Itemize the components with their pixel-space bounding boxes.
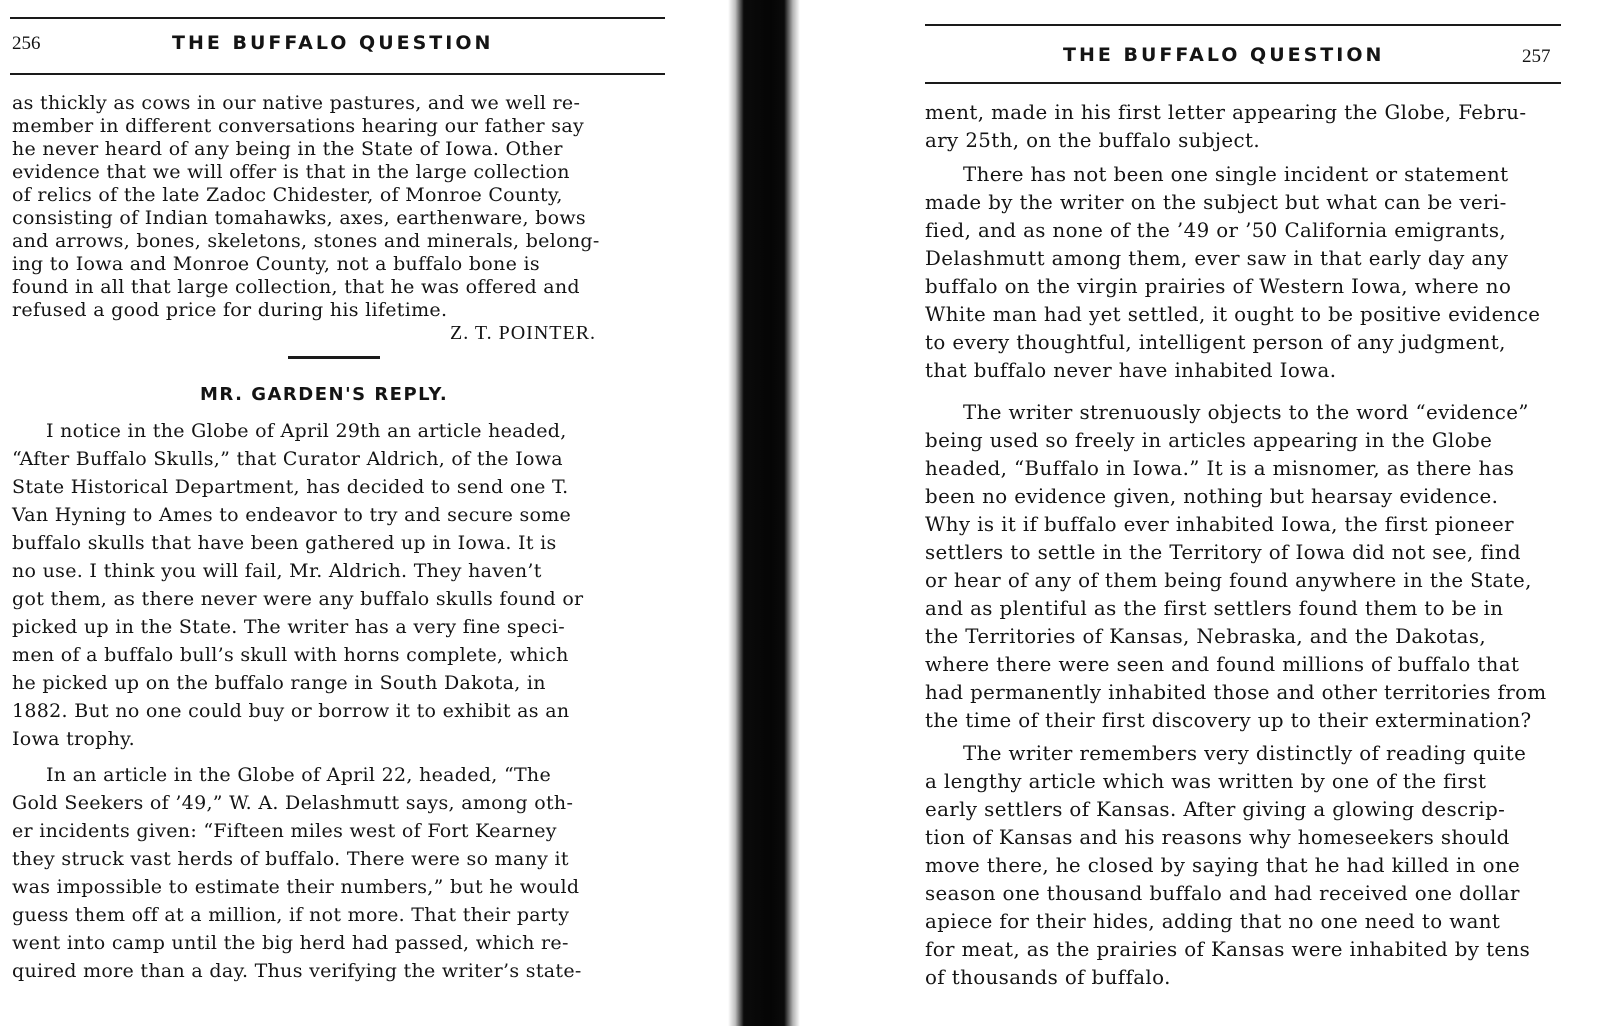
text-line: the Territories of Kansas, Nebraska, and the Dakotas, <box>925 625 1487 648</box>
page-number: 257 <box>1522 46 1551 67</box>
text-line: ary 25th, on the buffalo subject. <box>925 129 1261 152</box>
text-line: they struck vast herds of buffalo. There were so many it <box>12 848 569 870</box>
top-rule <box>10 17 665 19</box>
text-line: to every thoughtful, intelligent person of any judgment, <box>925 331 1506 354</box>
text-line: settlers to settle in the Territory of Iowa did not see, find <box>925 541 1521 564</box>
text-line: made by the writer on the subject but what can be veri- <box>925 191 1507 214</box>
text-line: There has not been one single incident or statement <box>963 163 1509 186</box>
text-line: that buffalo never have inhabited Iowa. <box>925 359 1337 382</box>
text-line: picked up in the State. The writer has a very fine speci- <box>12 616 565 638</box>
text-line: season one thousand buffalo and had received one dollar <box>925 882 1520 905</box>
page-number: 256 <box>12 33 41 54</box>
text-line: ing to Iowa and Monroe County, not a buffalo bone is <box>12 253 540 275</box>
text-line: Gold Seekers of ’49,” W. A. Delashmutt says, among oth- <box>12 792 574 814</box>
text-line: was impossible to estimate their numbers,” but he would <box>12 876 580 898</box>
text-line: In an article in the Globe of April 22, headed, “The <box>46 764 552 786</box>
text-line: buffalo skulls that have been gathered up in Iowa. It is <box>12 532 557 554</box>
text-line: The writer strenuously objects to the word “evidence” <box>963 401 1529 424</box>
text-line: got them, as there never were any buffalo skulls found or <box>12 588 584 610</box>
text-line: I notice in the Globe of April 29th an article headed, <box>46 420 567 442</box>
text-line: apiece for their hides, adding that no one need to want <box>925 910 1501 933</box>
text-line: “After Buffalo Skulls,” that Curator Aldrich, of the Iowa <box>12 448 563 470</box>
text-line: the time of their first discovery up to their extermination? <box>925 709 1532 732</box>
text-line: being used so freely in articles appearing in the Globe <box>925 429 1493 452</box>
text-line: he picked up on the buffalo range in South Dakota, in <box>12 672 546 694</box>
header-rule <box>10 73 665 75</box>
text-line: went into camp until the big herd had passed, which re- <box>12 932 569 954</box>
text-line: consisting of Indian tomahawks, axes, earthenware, bows <box>12 207 586 229</box>
text-line: move there, he closed by saying that he had killed in one <box>925 854 1521 877</box>
text-line: found in all that large collection, that he was offered and <box>12 276 580 298</box>
text-line: er incidents given: “Fifteen miles west of Fort Kearney <box>12 820 557 842</box>
text-line: 1882. But no one could buy or borrow it to exhibit as an <box>12 700 570 722</box>
text-line: evidence that we will offer is that in the large collection <box>12 161 570 183</box>
text-line: buffalo on the virgin prairies of Western Iowa, where no <box>925 275 1512 298</box>
text-line: where there were seen and found millions of buffalo that <box>925 653 1520 676</box>
text-line: men of a buffalo bull’s skull with horns complete, which <box>12 644 569 666</box>
text-line: been no evidence given, nothing but hearsay evidence. <box>925 485 1499 508</box>
text-line: State Historical Department, has decided to send one T. <box>12 476 569 498</box>
text-line: refused a good price for during his lifetime. <box>12 299 448 321</box>
text-line: no use. I think you will fail, Mr. Aldrich. They haven’t <box>12 560 542 582</box>
text-line: White man had yet settled, it ought to be positive evidence <box>925 303 1541 326</box>
header-rule <box>925 82 1561 84</box>
text-line: quired more than a day. Thus verifying the writer’s state- <box>12 960 582 982</box>
section-divider <box>288 356 380 359</box>
running-head: THE BUFFALO QUESTION <box>1063 44 1385 66</box>
text-line: of thousands of buffalo. <box>925 966 1171 989</box>
text-line: Van Hyning to Ames to endeavor to try and secure some <box>12 504 572 526</box>
text-line: a lengthy article which was written by one of the first <box>925 770 1487 793</box>
text-line: ment, made in his first letter appearing the Globe, Febru- <box>925 101 1527 124</box>
text-line: Why is it if buffalo ever inhabited Iowa, the first pioneer <box>925 513 1514 536</box>
text-line: Delashmutt among them, ever saw in that early day any <box>925 247 1509 270</box>
text-line: early settlers of Kansas. After giving a glowing descrip- <box>925 798 1506 821</box>
text-line: member in different conversations hearing our father say <box>12 115 584 137</box>
text-line: Iowa trophy. <box>12 728 135 750</box>
text-line: and as plentiful as the first settlers found them to be in <box>925 597 1504 620</box>
book-gutter <box>728 0 800 1026</box>
section-title: MR. GARDEN'S REPLY. <box>200 384 449 405</box>
text-line: of relics of the late Zadoc Chidester, of Monroe County, <box>12 184 563 206</box>
text-line: had permanently inhabited those and other territories from <box>925 681 1547 704</box>
left-page <box>0 0 700 1026</box>
text-line: guess them off at a million, if not more. That their party <box>12 904 570 926</box>
text-line: headed, “Buffalo in Iowa.” It is a misnomer, as there has <box>925 457 1515 480</box>
text-line: The writer remembers very distinctly of reading quite <box>963 742 1527 765</box>
text-line: he never heard of any being in the State of Iowa. Other <box>12 138 563 160</box>
text-line: as thickly as cows in our native pastures, and we well re- <box>12 92 581 114</box>
text-line: and arrows, bones, skeletons, stones and minerals, belong- <box>12 230 600 252</box>
right-page <box>925 0 1614 1026</box>
text-line: fied, and as none of the ’49 or ’50 California emigrants, <box>925 219 1507 242</box>
top-rule <box>925 24 1561 26</box>
text-line: for meat, as the prairies of Kansas were inhabited by tens <box>925 938 1531 961</box>
running-head: THE BUFFALO QUESTION <box>172 32 494 54</box>
signature: Z. T. POINTER. <box>450 322 597 344</box>
text-line: or hear of any of them being found anywhere in the State, <box>925 569 1532 592</box>
text-line: tion of Kansas and his reasons why homeseekers should <box>925 826 1510 849</box>
